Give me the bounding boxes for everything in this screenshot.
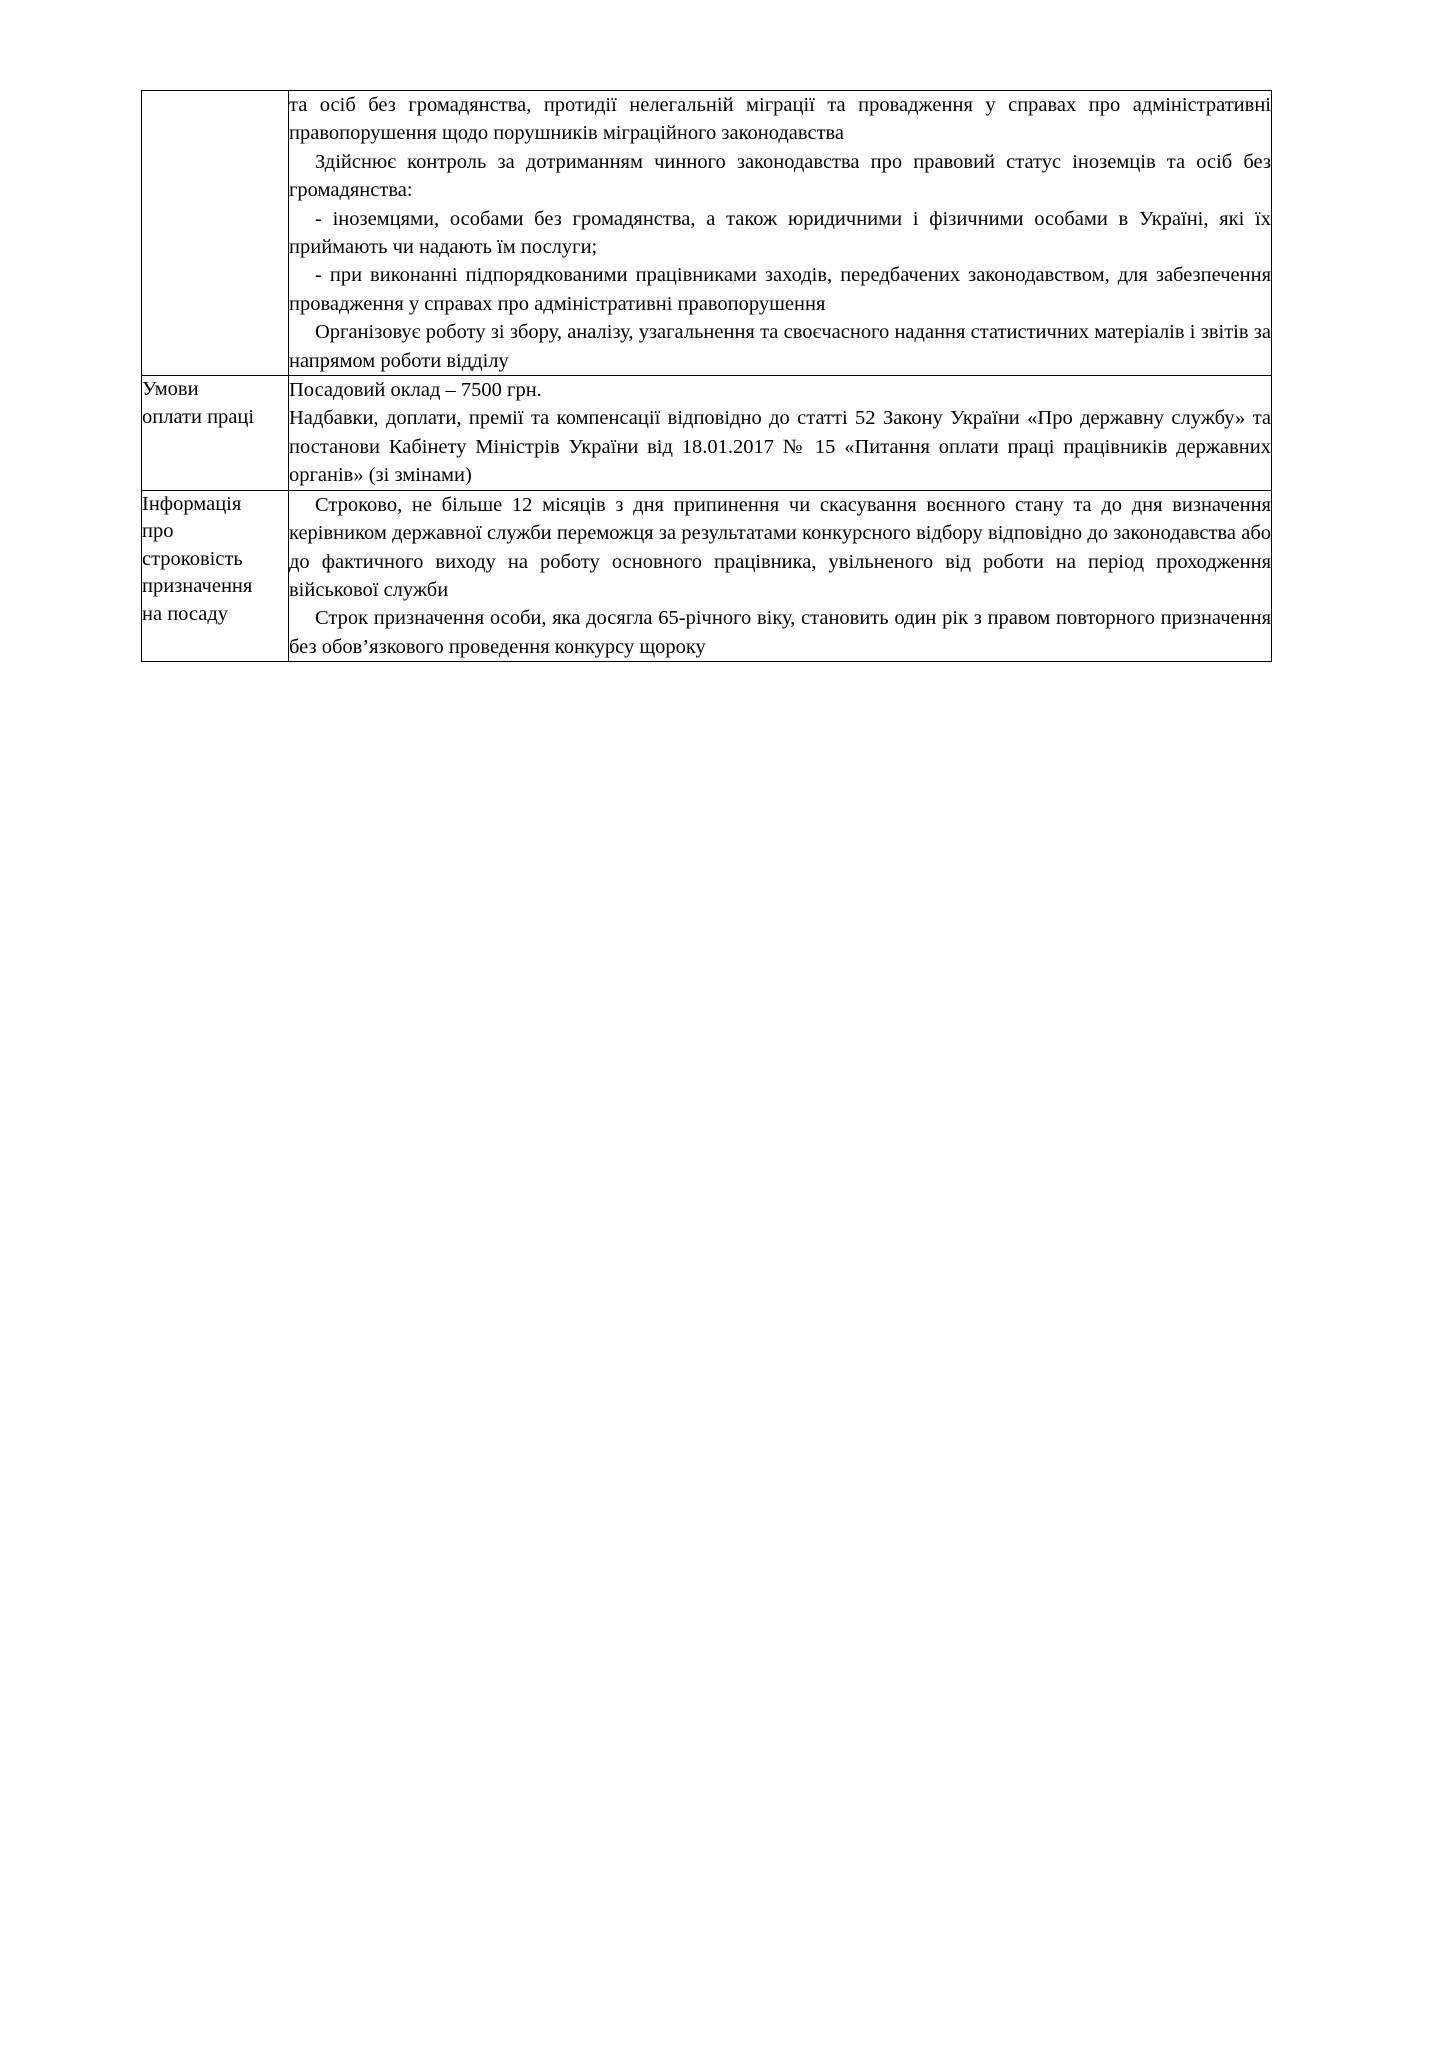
row-content-cell <box>289 91 1272 376</box>
row-label-cell <box>142 376 289 491</box>
row-label-cell <box>142 490 289 661</box>
paragraph: Організовує роботу зі збору, аналізу, узагальнення та своєчасного надання статистичних матеріалів і звітів за напрямом роботи відділу <box>289 321 1271 372</box>
paragraph: Надбавки, доплати, премії та компенсації відповідно до статті 52 Закону України «Про державну службу» та постанови Кабінету Міністрів України від 18.01.2017 № 15 «Питання оплати праці працівників державних органів» (зі змінами) <box>289 407 1271 487</box>
table-body <box>142 91 1272 662</box>
row-content-cell <box>289 490 1272 661</box>
paragraph: Здійснює контроль за дотриманням чинного законодавства про правовий статус іноземців та осіб без громадянства: <box>289 150 1271 202</box>
row-label-text: Умови оплати праці <box>142 378 255 428</box>
row-label-text: Інформація про строковість призначення на посаду <box>142 492 253 625</box>
job-posting-table <box>141 90 1272 662</box>
paragraph: Посадовий оклад – 7500 грн. <box>289 379 542 402</box>
table-row <box>142 376 1272 491</box>
table-row <box>142 91 1272 376</box>
row-label-cell <box>142 91 289 376</box>
table-row <box>142 490 1272 661</box>
paragraph: - іноземцями, особами без громадянства, а також юридичними і фізичними особами в Україні, які їх приймають чи надають їм послуги; <box>289 207 1271 259</box>
row-content-cell <box>289 376 1272 491</box>
paragraph: Строк призначення особи, яка досягла 65-річного віку, становить один рік з правом повторного призначення без обов’язкового проведення конкурсу щороку <box>289 607 1271 658</box>
paragraph: та осіб без громадянства, протидії нелегальній міграції та провадження у справах про адміністративні правопорушення щодо порушників міграційного законодавства <box>289 94 1271 145</box>
paragraph: - при виконанні підпорядкованими працівниками заходів, передбачених законодавством, для забезпечення провадження у справах про адміністративні правопорушення <box>289 264 1271 315</box>
paragraph: Строково, не більше 12 місяців з дня припинення чи скасування воєнного стану та до дня визначення керівником державної служби переможця за результатами конкурсного відбору відповідно до законодавства або до фактичного виходу на роботу основного працівника, увільненого від роботи на період проходження військової служби <box>289 493 1271 601</box>
